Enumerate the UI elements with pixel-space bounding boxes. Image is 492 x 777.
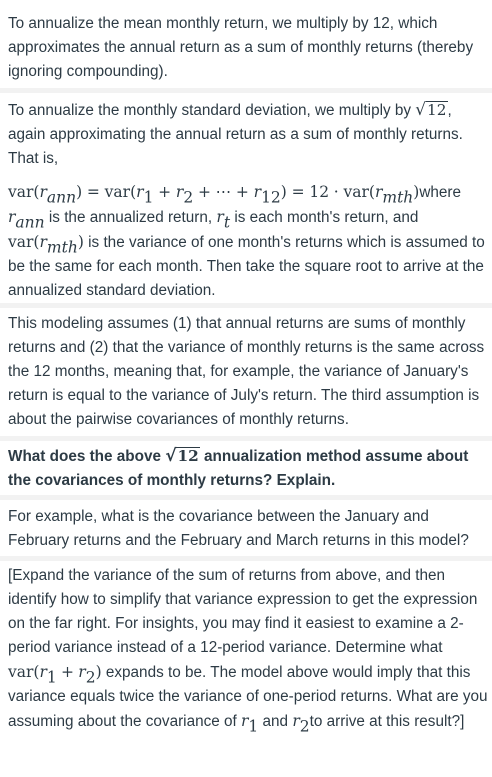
math-subscript: 1 [46,668,57,687]
text-segment: to arrive at this result?] [309,713,465,730]
paragraph-separator [0,556,492,561]
math-subscript: mth [382,188,414,207]
text-segment: , again approximating the annual return as a sum of monthly returns. That is, [8,102,463,167]
paragraph-separator [0,88,492,93]
math-variable: r [136,183,144,201]
paragraph-hint [0,564,492,734]
paragraph-separator [0,495,492,500]
variance-equation: $var(r_{ann}) = var(r_1 + r_2$ + ⋯ + $r_{12}) = 12 \cdot var(r_{mth})$ [8,183,420,207]
math-variable: r [241,712,249,730]
paragraph-text [8,97,488,171]
question-text [8,443,488,493]
var-operator: var [8,233,34,251]
paragraph-assumptions [0,312,492,432]
paragraph-text: [Expand the variance of the sum of returns from above, and then identify how to simplify that variance expression to get the expression on the far right. For insights, you may find it easiest to examine a 2-period variance instead of a 12-period variance. Determine what $var(r_1 + r_2)$ expands to be. The model above would imply that this variance equals twice the variance of one-period returns. What are you assuming about the covariance of $r_1$ and $r_2to$ arrive at this result?] [8,567,488,736]
math-symbol: + [61,663,75,681]
var-operator: var [8,183,34,201]
text-segment: expands to be. The model above would imply that this variance equals twice the variance of one-period returns. What are you assuming about the covariance of [8,664,488,730]
text-segment: is the variance of one month's returns which is assumed to be the same for each month. Then take the square root to arrive at the annualized standard deviation. [8,234,485,299]
math-subscript: 2 [85,668,96,687]
math-variable: r [8,208,16,226]
math-variable: r [374,183,383,201]
math-variable: r [253,183,262,201]
paragraph-variance-equation [0,180,492,303]
text-segment: What does the above [8,448,161,465]
text-segment: annualization method assume about the covariances of monthly returns? Explain. [8,448,469,489]
math-subscript: ann [46,188,77,207]
math-variable: r [78,663,86,681]
math-subscript: mth [46,238,78,257]
math-symbol: = [86,183,100,201]
sqrt-expression [165,443,200,469]
paragraph-text: This modeling assumes (1) that annual returns are sums of monthly returns and (2) that the variance of monthly returns is the same across the 12 months, meaning that, for example, the variance of January's return is equal to the variance of July's return. The third assumption is about the pairwise covariances of monthly returns. [8,315,485,428]
paragraph-separator [0,303,492,308]
math-subscript: ann [15,213,45,232]
math-variable: r [216,208,224,226]
math-subscript: 1 [143,188,154,207]
math-subscript: t [223,213,231,232]
math-variable: r [39,233,47,251]
math-symbol: = [291,183,305,201]
text-segment: is the annualized return, [48,209,213,226]
math-subscript: 2 [299,717,310,736]
text-segment: is each month's return, and [234,209,419,226]
paragraph-mean-annualization [0,12,492,84]
paragraph-example [0,505,492,553]
sqrt-argument: 12 [427,101,447,119]
text-segment: where [419,184,462,201]
paragraph-std-annualization [0,97,492,171]
math-symbol: ⋯ [215,183,232,201]
text-segment: and [262,713,289,730]
radical-sign: √ [165,445,177,465]
math-variable: r [292,712,300,730]
math-variable: r [39,663,47,681]
math-number: 12 [309,183,330,201]
math-symbol: · [333,183,339,201]
math-variable: r [39,183,47,201]
math-subscript: 2 [183,188,194,207]
sqrt-expression [415,97,447,123]
radical-sign: √ [415,99,427,119]
math-symbol: + [235,183,249,201]
paragraph-text: To annualize the mean monthly return, we multiply by 12, which approximates the annual return as a sum of monthly returns (thereby ignoring compounding). [8,15,474,80]
paragraph-separator [0,436,492,441]
var-operator: var [343,183,369,201]
math-subscript: 12 [261,188,281,207]
sqrt-argument: 12 [177,447,199,465]
math-subscript: 1 [248,717,259,736]
math-variable: r [175,183,184,201]
question-heading [0,443,492,493]
var-operator: var [104,183,131,201]
paragraph-text: $var(r_{ann}) = var(r_1 + r_2$ + ⋯ + $r_{12}) = 12$ · $var(r_{mth})where$ $r_{ann}$ is the annualized return, $r_t$ is each month's return, and $var(r_{mth})$ is the variance of one month's returns which is assumed to be the same for each month. Then take the square root to arrive at the annualized standard deviation. [8,183,485,299]
text-segment: To annualize the monthly standard deviation, we multiply by [8,102,412,119]
paragraph-text: For example, what is the covariance between the January and February returns and the February and March returns in this model? [8,508,469,549]
math-symbol: + [197,183,211,201]
text-segment: [Expand the variance of the sum of returns from above, and then identify how to simplify that variance expression to get the expression on the far right. For insights, you may find it easiest to examine a 2-period variance instead of a 12-period variance. Determine what [8,567,478,656]
math-symbol: + [158,183,172,201]
var-operator: var [8,663,34,681]
